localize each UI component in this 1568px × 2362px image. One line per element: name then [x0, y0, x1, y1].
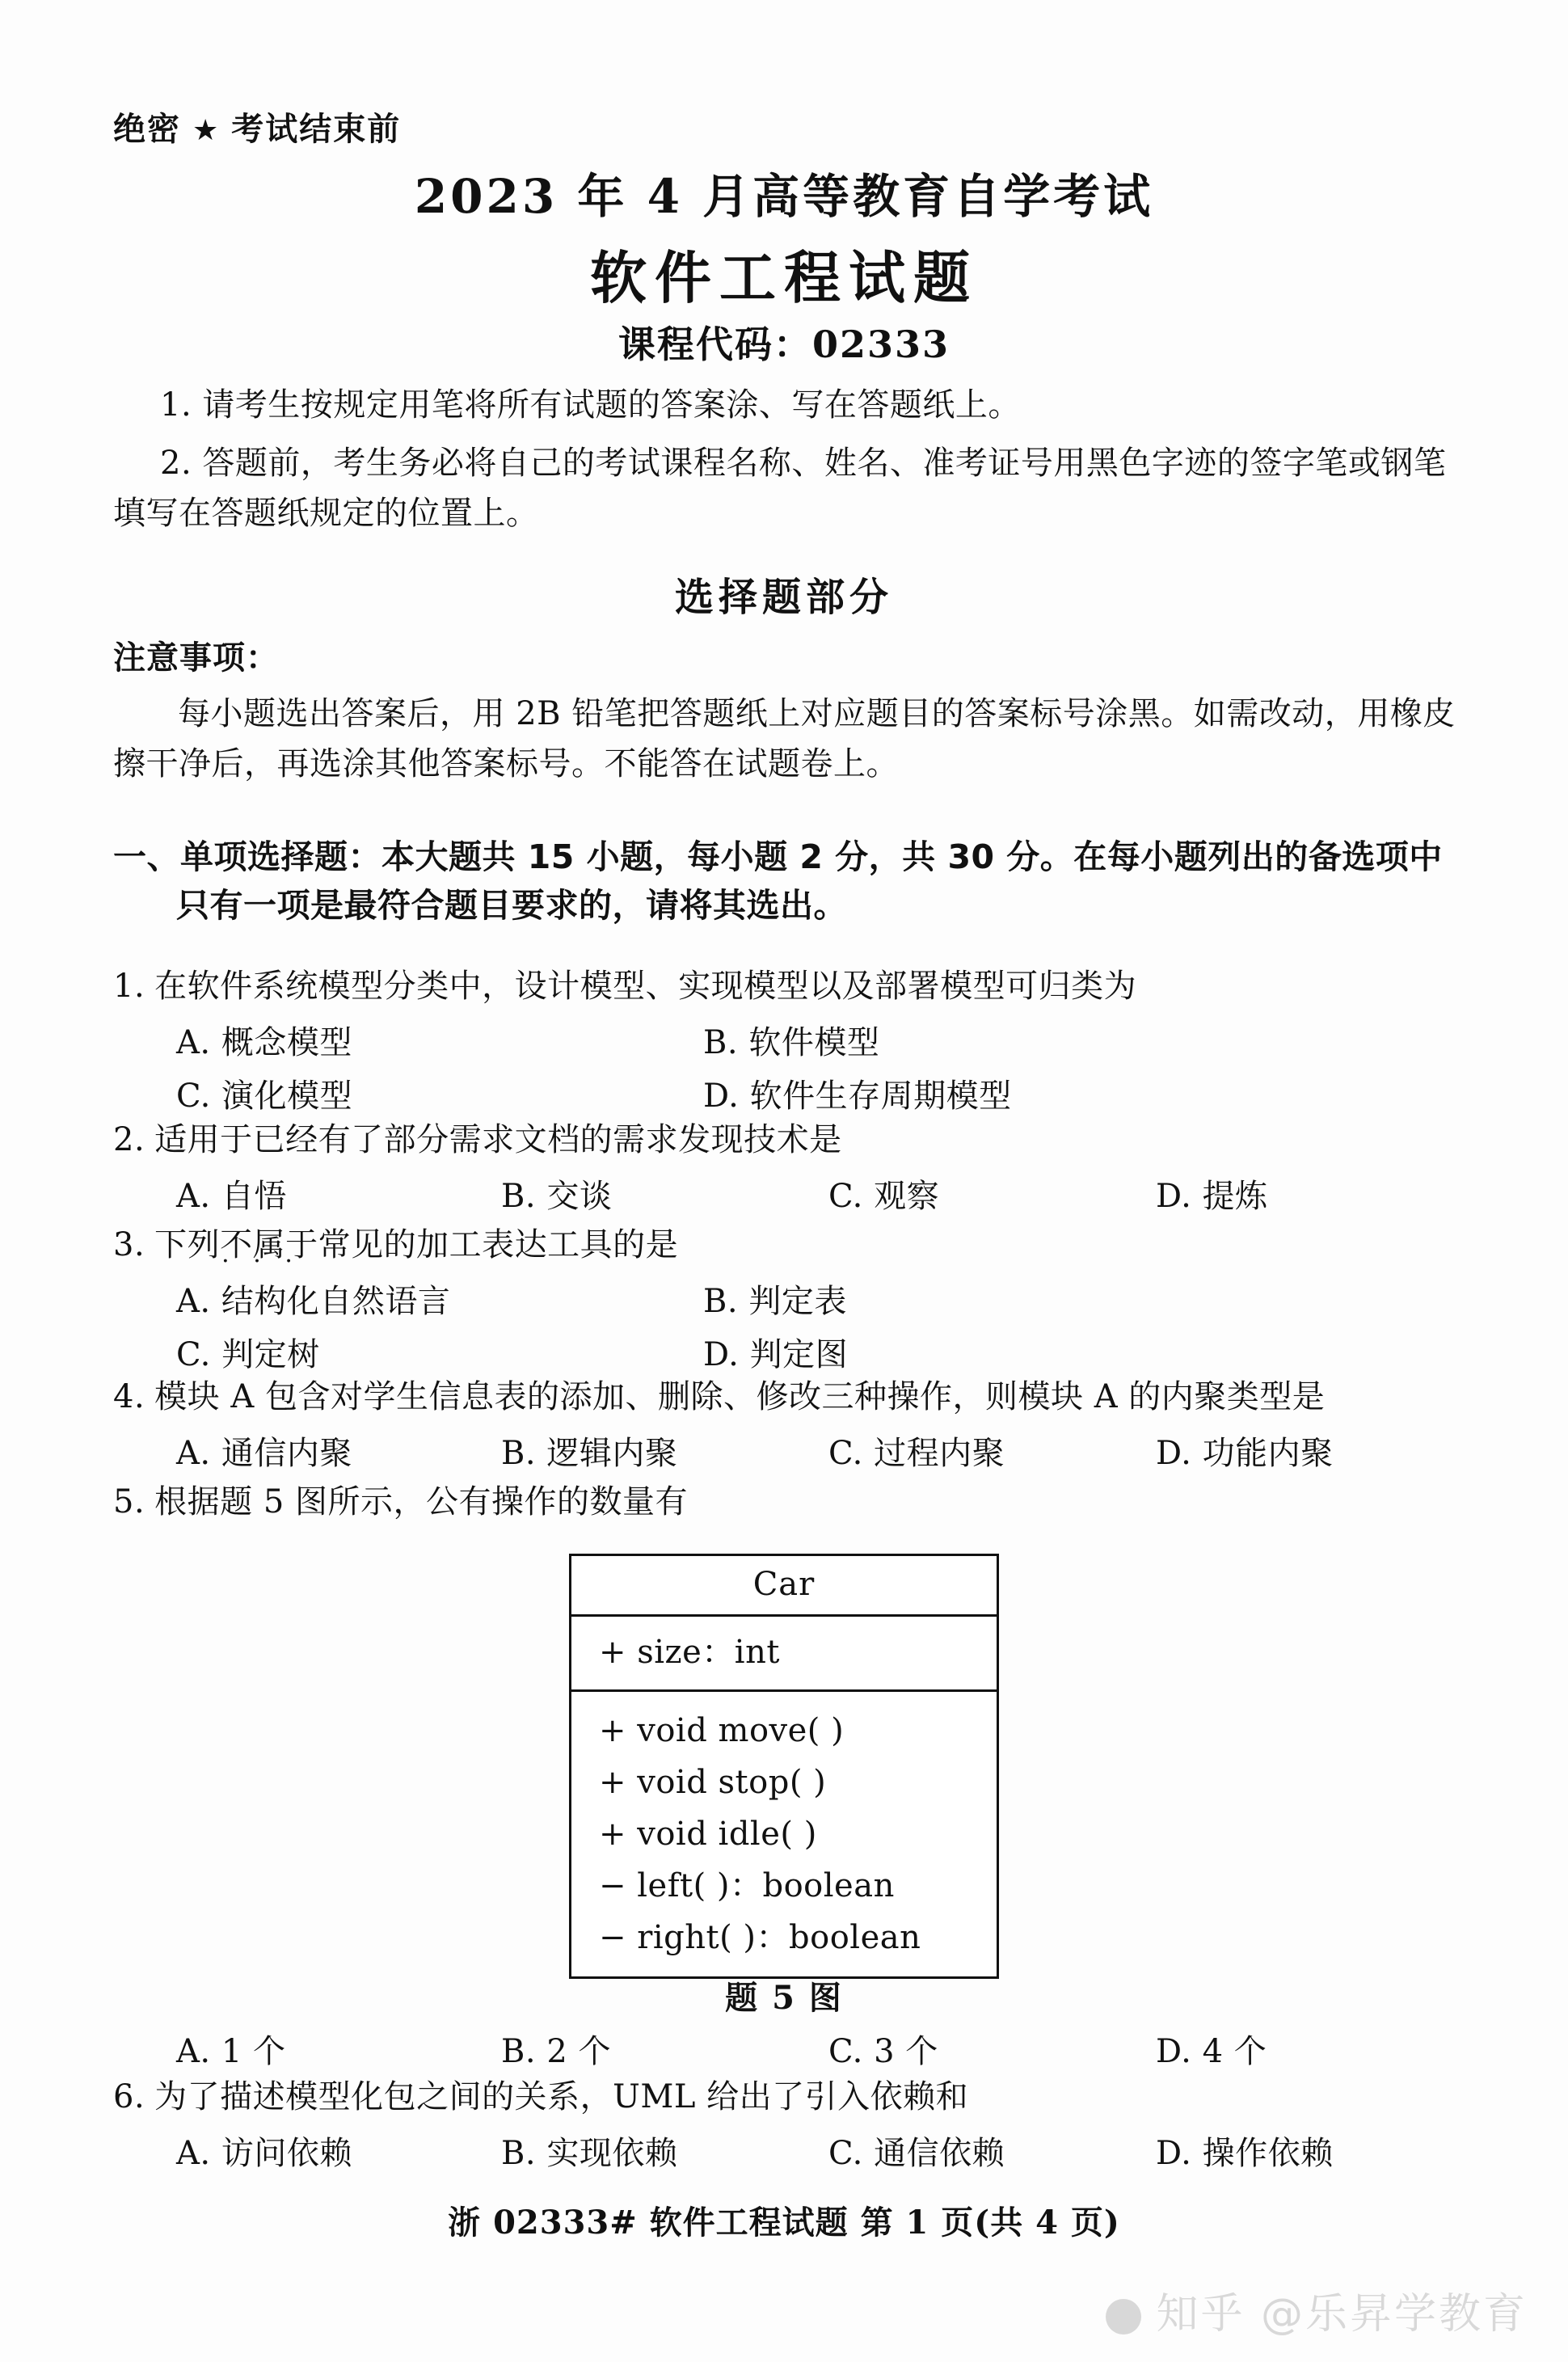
- option-b[interactable]: B. 软件模型: [703, 1024, 880, 1061]
- course-code: 课程代码：02333: [618, 323, 950, 366]
- confidential-mark: [113, 103, 401, 150]
- question-number: 1.: [113, 968, 145, 1005]
- option-a[interactable]: A. 1 个: [176, 2033, 286, 2070]
- option-c[interactable]: C. 过程内聚: [828, 1435, 1005, 1472]
- uml-operation: − right( )：boolean: [599, 1919, 921, 1956]
- question-number: 3.: [113, 1226, 145, 1263]
- question-number: 6.: [113, 2078, 145, 2115]
- page-title: 2023 年 4 月高等教育自学考试: [414, 169, 1154, 224]
- question-3: [113, 1222, 1487, 1379]
- option-b[interactable]: B. 判定表: [703, 1283, 847, 1320]
- question-options: [113, 1020, 1487, 1120]
- uml-class-diagram: [0, 1554, 1568, 1979]
- uml-attribute: + size：int: [599, 1634, 780, 1671]
- instruction-item: 1. 请考生按规定用笔将所有试题的答案涂、写在答题纸上。: [160, 386, 1021, 424]
- question-text: 适用于已经有了部分需求文档的需求发现技术是: [154, 1121, 842, 1158]
- uml-class-name: Car: [571, 1556, 997, 1617]
- question-options: [113, 1279, 1487, 1379]
- option-a[interactable]: A. 通信内聚: [176, 1435, 352, 1472]
- question-text: 在软件系统模型分类中，设计模型、实现模型以及部署模型可归类为: [154, 968, 1137, 1005]
- uml-attribute-compartment: [571, 1617, 997, 1692]
- question-stem: [113, 1222, 1487, 1267]
- option-a[interactable]: A. 自悟: [176, 1178, 287, 1215]
- option-c[interactable]: C. 3 个: [828, 2033, 938, 2070]
- question-options: [113, 2131, 1487, 2178]
- option-b[interactable]: B. 逻辑内聚: [501, 1435, 678, 1472]
- option-b[interactable]: B. 交谈: [501, 1178, 613, 1215]
- question-options: [113, 2029, 1487, 2076]
- question-stem: [113, 964, 1487, 1009]
- option-b[interactable]: B. 2 个: [501, 2033, 611, 2070]
- question-number: 5.: [113, 1483, 145, 1521]
- option-d[interactable]: D. 操作依赖: [1156, 2135, 1334, 2172]
- question-text: 模块 A 包含对学生信息表的添加、删除、修改三种操作，则模块 A 的内聚类型是: [154, 1378, 1326, 1415]
- option-d[interactable]: D. 提炼: [1156, 1178, 1268, 1215]
- question-text: 为了描述模型化包之间的关系，UML 给出了引入依赖和: [154, 2078, 969, 2115]
- figure-caption: 题 5 图: [725, 1979, 843, 2017]
- question-stem: [113, 1117, 1487, 1162]
- watermark-logo-icon: [1106, 2299, 1141, 2335]
- instruction-item: 2. 答题前，考生务必将自己的考试课程名称、姓名、准考证号用黑色字迹的签字笔或钢笔填写在答题纸规定的位置上。: [113, 445, 1447, 532]
- question-text-after: 常见的加工表达工具的是: [318, 1226, 679, 1263]
- option-d[interactable]: D. 4 个: [1156, 2033, 1267, 2070]
- star-icon: ★: [192, 114, 221, 147]
- uml-operation: − left( )：boolean: [599, 1867, 895, 1904]
- question-6: [113, 2074, 1487, 2178]
- section-one-heading: [113, 833, 1479, 930]
- option-a[interactable]: A. 访问依赖: [176, 2135, 352, 2172]
- question-5-options: [113, 2018, 1487, 2076]
- question-text-before: 下列: [154, 1226, 221, 1263]
- question-2: [113, 1117, 1487, 1221]
- uml-operation-compartment: [571, 1692, 997, 1976]
- section-one-line1: 一、单项选择题：本大题共 15 小题，每小题 2 分，共 30 分。在每小题列出的备选项中: [113, 837, 1443, 876]
- option-a[interactable]: A. 概念模型: [176, 1024, 352, 1061]
- exam-instructions: [113, 380, 1471, 546]
- question-options: [113, 1431, 1487, 1478]
- uml-class-box: [569, 1554, 999, 1979]
- option-a[interactable]: A. 结构化自然语言: [176, 1283, 451, 1320]
- option-b[interactable]: B. 实现依赖: [501, 2135, 678, 2172]
- option-c[interactable]: C. 通信依赖: [828, 2135, 1005, 2172]
- question-number: 4.: [113, 1378, 145, 1415]
- question-text-emphasis: 不属于 · · ·: [220, 1226, 318, 1263]
- uml-operation: + void idle( ): [599, 1816, 817, 1853]
- question-5: [113, 1479, 1487, 1525]
- subject-title: 软件工程试题: [590, 245, 978, 311]
- option-c[interactable]: C. 判定树: [176, 1336, 320, 1373]
- watermark: [1106, 2280, 1528, 2340]
- notice-label: 注意事项：: [113, 639, 279, 677]
- uml-operation: + void stop( ): [599, 1764, 827, 1801]
- option-c[interactable]: C. 观察: [828, 1178, 940, 1215]
- question-stem: [113, 1479, 1487, 1525]
- question-stem: [113, 2074, 1487, 2119]
- question-options: [113, 1174, 1487, 1221]
- question-number: 2.: [113, 1121, 145, 1158]
- question-text: 根据题 5 图所示，公有操作的数量有: [154, 1483, 689, 1521]
- option-c[interactable]: C. 演化模型: [176, 1078, 353, 1115]
- confidential-label: 绝密: [113, 111, 181, 148]
- option-d[interactable]: D. 判定图: [703, 1336, 849, 1373]
- option-d[interactable]: D. 软件生存周期模型: [703, 1078, 1012, 1115]
- watermark-text: 知乎 @乐昇学教育: [1156, 2290, 1528, 2339]
- question-1: [113, 964, 1487, 1120]
- question-4: [113, 1374, 1487, 1478]
- page-footer: 浙 02333# 软件工程试题 第 1 页(共 4 页): [448, 2204, 1120, 2242]
- uml-operation: + void move( ): [599, 1712, 845, 1749]
- confidential-suffix: 考试结束前: [231, 111, 402, 148]
- part-heading: 选择题部分: [674, 575, 893, 620]
- notice-body: 每小题选出答案后，用 2B 铅笔把答题纸上对应题目的答案标号涂黑。如需改动，用橡皮擦干净后，再选涂其他答案标号。不能答在试题卷上。: [113, 695, 1456, 782]
- question-stem: [113, 1374, 1487, 1419]
- section-one-line2: 只有一项是最符合题目要求的，请将其选出。: [176, 886, 847, 925]
- option-d[interactable]: D. 功能内聚: [1156, 1435, 1334, 1472]
